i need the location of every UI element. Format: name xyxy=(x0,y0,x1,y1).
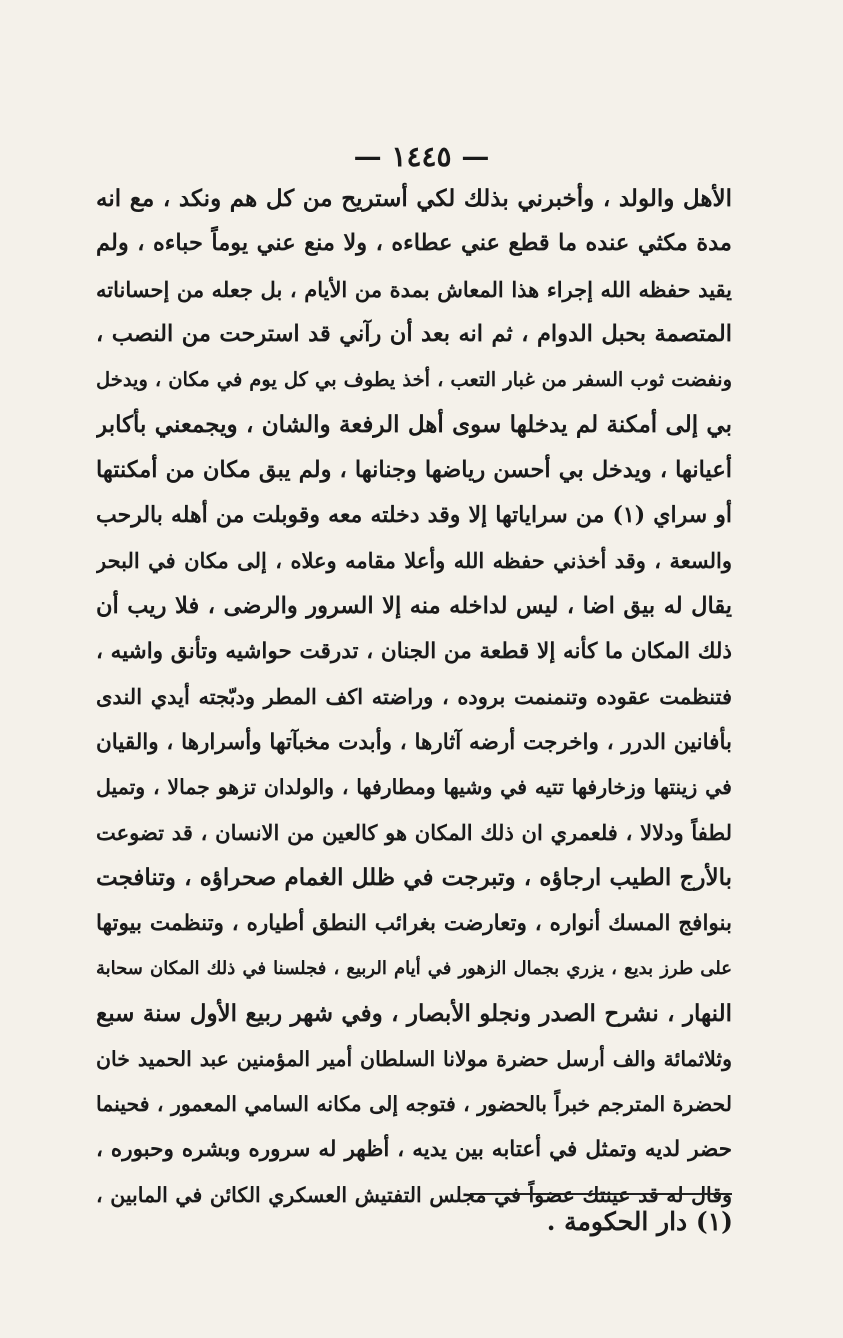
page-number: — ١٤٤٥ — xyxy=(353,140,490,173)
text-line: النهار ، نشرح الصدر ونجلو الأبصار ، وفي شهر ربيع الأول سنة سبع xyxy=(96,1000,732,1028)
footnote-divider xyxy=(470,1193,732,1195)
text-line: الأهل والولد ، وأخبرني بذلك لكي أستريح من كل هم ونكد ، مع انه xyxy=(96,185,732,212)
text-line: أو سراي (١) من سراياتها إلا وقد دخلته معه وقوبلت من أهله بالرحب xyxy=(96,502,732,529)
footnote: (١) دار الحكومة . xyxy=(546,1207,733,1236)
text-line: ذلك المكان ما كأنه إلا قطعة من الجنان ، تدرقت حواشيه وتأنق واشيه ، xyxy=(96,638,732,664)
body-text xyxy=(96,176,732,1218)
text-line: والسعة ، وقد أخذني حفظه الله وأعلا مقامه وعلاه ، إلى مكان في البحر xyxy=(96,548,732,574)
text-line: على طرز بديع ، يزري بجمال الزهور في أيام الربيع ، فجلسنا في ذلك المكان سحابة xyxy=(96,958,732,980)
text-line: لطفاً ودلالا ، فلعمري ان ذلك المكان هو كالعين من الانسان ، قد تضوعت xyxy=(96,820,732,846)
text-line: المتصمة بحبل الدوام ، ثم انه بعد أن رآني قد استرحت من النصب ، xyxy=(96,320,732,347)
text-line: بأفانين الدرر ، واخرجت أرضه آثارها ، وأبدت مخبآتها وأسرارها ، والقيان xyxy=(96,729,732,755)
text-line: بالأرج الطيب ارجاؤه ، وتبرجت في ظلل الغمام صحراؤه ، وتنافجت xyxy=(96,864,732,892)
text-line: وثلاثمائة والف أرسل حضرة مولانا السلطان أمير المؤمنين عبد الحميد خان xyxy=(96,1046,732,1071)
text-line: ونفضت ثوب السفر من غبار التعب ، أخذ يطوف بي كل يوم في مكان ، ويدخل xyxy=(96,368,732,392)
text-line: أعيانها ، ويدخل بي أحسن رياضها وجنانها ، ولم يبق مكان من أمكنتها xyxy=(96,456,732,483)
text-line: في زينتها وزخارفها تتيه في وشيها ومطارفها ، والولدان تزهو جمالا ، وتميل xyxy=(96,774,732,799)
text-line: حضر لديه وتمثل في أعتابه بين يديه ، أظهر له سروره وبشره وحبوره ، xyxy=(96,1137,732,1163)
text-line: وقال له قد عينتك عضواً في مجلس التفتيش العسكري الكائن في المابين ، xyxy=(96,1182,732,1207)
text-line: يقيد حفظه الله إجراء هذا المعاش بمدة من الأيام ، بل جعله من إحساناته xyxy=(96,276,732,302)
text-line: فتنظمت عقوده وتنمنمت بروده ، وراضته اكف المطر ودبّجته أيدي الندى xyxy=(96,684,732,710)
text-line: بنوافج المسك أنواره ، وتعارضت بغرائب النطق أطياره ، وتنظمت بيوتها xyxy=(96,910,732,936)
text-line: مدة مكثي عنده ما قطع عني عطاءه ، ولا منع عني يوماً حباءه ، ولم xyxy=(96,230,732,257)
text-line: يقال له بيق اضا ، ليس لداخله منه إلا السرور والرضى ، فلا ريب أن xyxy=(96,592,732,619)
text-line: بي إلى أمكنة لم يدخلها سوى أهل الرفعة والشان ، ويجمعني بأكابر xyxy=(96,411,732,439)
text-line: لحضرة المترجم خبراً بالحضور ، فتوجه إلى مكانه السامي المعمور ، فحينما xyxy=(96,1091,732,1116)
